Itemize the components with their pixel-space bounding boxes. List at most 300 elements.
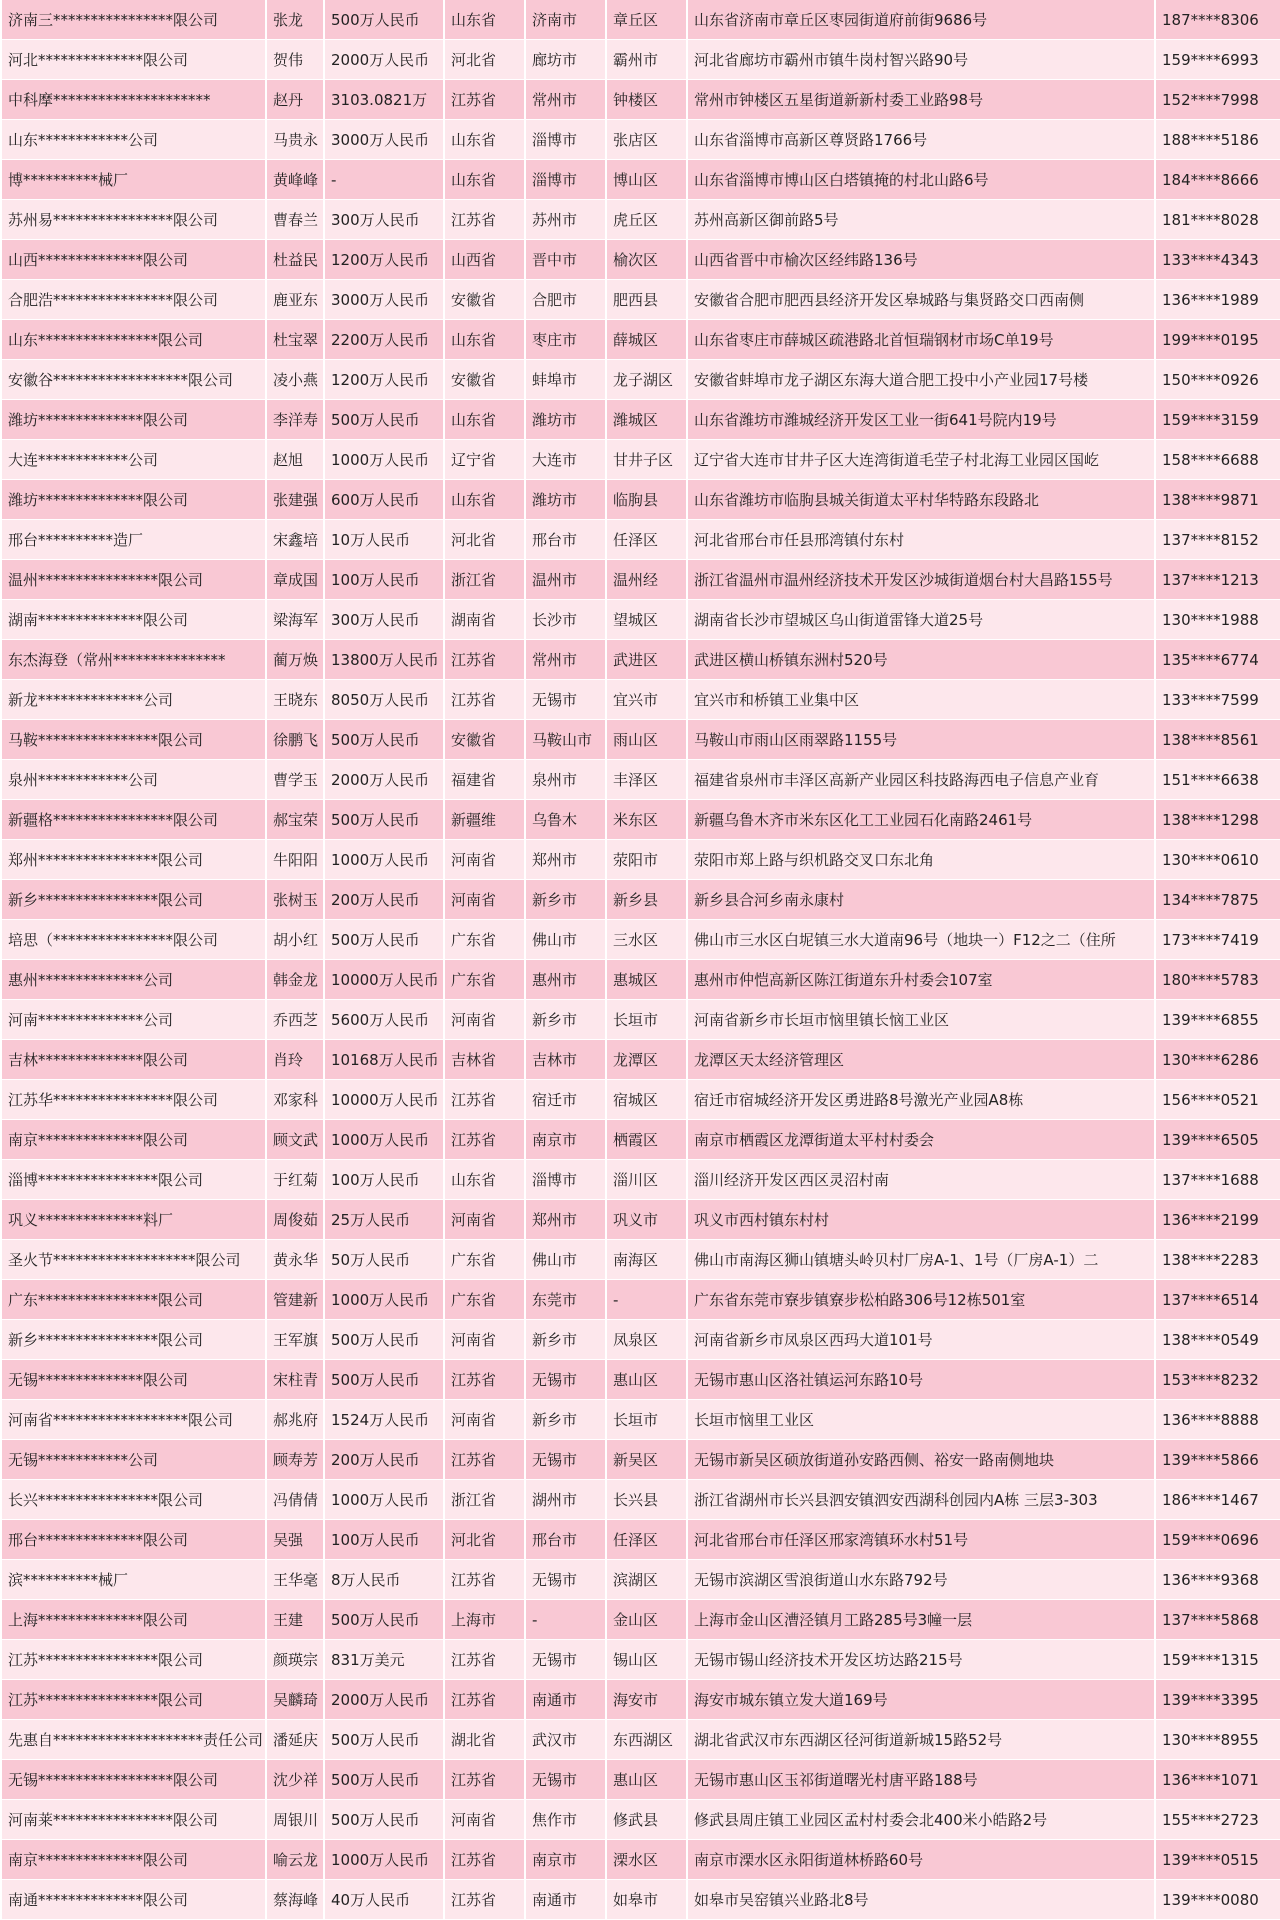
capital-cell: 1000万人民币 xyxy=(325,840,443,880)
company-name-cell: 江苏华****************限公司 xyxy=(2,1080,265,1120)
province-cell: 河北省 xyxy=(445,1520,524,1560)
phone-cell: 130****8955 xyxy=(1156,1720,1280,1760)
company-name-cell: 吉林**************限公司 xyxy=(2,1040,265,1080)
address-cell: 如皋市吴窑镇兴业路北8号 xyxy=(688,1880,1154,1920)
district-cell: 长垣市 xyxy=(607,1400,686,1440)
company-name-cell: 巩义**************料厂 xyxy=(2,1200,265,1240)
legal-rep-cell: 王晓东 xyxy=(267,680,323,720)
legal-rep-cell: 李洋寿 xyxy=(267,400,323,440)
table-row xyxy=(2,880,1280,920)
phone-cell: 180****5783 xyxy=(1156,960,1280,1000)
legal-rep-cell: 黄峰峰 xyxy=(267,160,323,200)
phone-cell: 137****5868 xyxy=(1156,1600,1280,1640)
table-row xyxy=(2,800,1280,840)
district-cell: 东西湖区 xyxy=(607,1720,686,1760)
company-name-cell: 河南省******************限公司 xyxy=(2,1400,265,1440)
company-name-cell: 东杰海登（常州*************** xyxy=(2,640,265,680)
company-name-cell: 博**********械厂 xyxy=(2,160,265,200)
district-cell: 凤泉区 xyxy=(607,1320,686,1360)
province-cell: 江苏省 xyxy=(445,1840,524,1880)
legal-rep-cell: 于红菊 xyxy=(267,1160,323,1200)
company-name-cell: 新疆格****************限公司 xyxy=(2,800,265,840)
address-cell: 山西省晋中市榆次区经纬路136号 xyxy=(688,240,1154,280)
district-cell: 虎丘区 xyxy=(607,200,686,240)
capital-cell: 2000万人民币 xyxy=(325,1680,443,1720)
phone-cell: 184****8666 xyxy=(1156,160,1280,200)
district-cell: 章丘区 xyxy=(607,0,686,40)
phone-cell: 186****1467 xyxy=(1156,1480,1280,1520)
company-name-cell: 无锡******************限公司 xyxy=(2,1760,265,1800)
district-cell: 惠城区 xyxy=(607,960,686,1000)
capital-cell: 40万人民币 xyxy=(325,1880,443,1920)
address-cell: 新乡县合河乡南永康村 xyxy=(688,880,1154,920)
city-cell: 泉州市 xyxy=(526,760,605,800)
capital-cell: 1200万人民币 xyxy=(325,360,443,400)
address-cell: 宿迁市宿城经济开发区勇进路8号激光产业园A8栋 xyxy=(688,1080,1154,1120)
province-cell: 广东省 xyxy=(445,960,524,1000)
address-cell: 山东省潍坊市临朐县城关街道太平村华特路东段路北 xyxy=(688,480,1154,520)
capital-cell: 3000万人民币 xyxy=(325,120,443,160)
city-cell: 南通市 xyxy=(526,1680,605,1720)
province-cell: 河南省 xyxy=(445,840,524,880)
province-cell: 吉林省 xyxy=(445,1040,524,1080)
capital-cell: 1000万人民币 xyxy=(325,440,443,480)
table-body xyxy=(2,0,1280,1920)
city-cell: 邢台市 xyxy=(526,1520,605,1560)
address-cell: 山东省淄博市高新区尊贤路1766号 xyxy=(688,120,1154,160)
table-row xyxy=(2,1000,1280,1040)
city-cell: 新乡市 xyxy=(526,880,605,920)
address-cell: 海安市城东镇立发大道169号 xyxy=(688,1680,1154,1720)
district-cell: 霸州市 xyxy=(607,40,686,80)
capital-cell: 500万人民币 xyxy=(325,920,443,960)
table-row xyxy=(2,1520,1280,1560)
city-cell: 常州市 xyxy=(526,80,605,120)
phone-cell: 139****5866 xyxy=(1156,1440,1280,1480)
company-name-cell: 无锡**************限公司 xyxy=(2,1360,265,1400)
city-cell: 济南市 xyxy=(526,0,605,40)
phone-cell: 133****4343 xyxy=(1156,240,1280,280)
legal-rep-cell: 王华毫 xyxy=(267,1560,323,1600)
province-cell: 辽宁省 xyxy=(445,440,524,480)
province-cell: 山东省 xyxy=(445,320,524,360)
table-row xyxy=(2,960,1280,1000)
legal-rep-cell: 韩金龙 xyxy=(267,960,323,1000)
district-cell: 长垣市 xyxy=(607,1000,686,1040)
city-cell: 武汉市 xyxy=(526,1720,605,1760)
district-cell: 栖霞区 xyxy=(607,1120,686,1160)
city-cell: 宿迁市 xyxy=(526,1080,605,1120)
province-cell: 浙江省 xyxy=(445,1480,524,1520)
capital-cell: 500万人民币 xyxy=(325,400,443,440)
address-cell: 马鞍山市雨山区雨翠路1155号 xyxy=(688,720,1154,760)
province-cell: 山西省 xyxy=(445,240,524,280)
address-cell: 上海市金山区漕泾镇月工路285号3幢一层 xyxy=(688,1600,1154,1640)
province-cell: 广东省 xyxy=(445,1240,524,1280)
district-cell: 惠山区 xyxy=(607,1760,686,1800)
city-cell: 新乡市 xyxy=(526,1000,605,1040)
company-name-cell: 湖南**************限公司 xyxy=(2,600,265,640)
province-cell: 山东省 xyxy=(445,1160,524,1200)
legal-rep-cell: 梁海军 xyxy=(267,600,323,640)
city-cell: 惠州市 xyxy=(526,960,605,1000)
city-cell: 郑州市 xyxy=(526,1200,605,1240)
phone-cell: 135****6774 xyxy=(1156,640,1280,680)
legal-rep-cell: 赵丹 xyxy=(267,80,323,120)
table-row xyxy=(2,1600,1280,1640)
district-cell: 肥西县 xyxy=(607,280,686,320)
province-cell: 安徽省 xyxy=(445,280,524,320)
district-cell: 龙潭区 xyxy=(607,1040,686,1080)
district-cell: 武进区 xyxy=(607,640,686,680)
phone-cell: 155****2723 xyxy=(1156,1800,1280,1840)
province-cell: 河南省 xyxy=(445,1320,524,1360)
address-cell: 河北省邢台市任县邢湾镇付东村 xyxy=(688,520,1154,560)
table-row xyxy=(2,520,1280,560)
address-cell: 南京市栖霞区龙潭街道太平村村委会 xyxy=(688,1120,1154,1160)
city-cell: 焦作市 xyxy=(526,1800,605,1840)
table-row xyxy=(2,920,1280,960)
address-cell: 浙江省湖州市长兴县泗安镇泗安西湖科创园内A栋 三层3-303 xyxy=(688,1480,1154,1520)
phone-cell: 136****1989 xyxy=(1156,280,1280,320)
city-cell: 潍坊市 xyxy=(526,400,605,440)
city-cell: 大连市 xyxy=(526,440,605,480)
capital-cell: 3000万人民币 xyxy=(325,280,443,320)
address-cell: 山东省潍坊市潍城经济开发区工业一街641号院内19号 xyxy=(688,400,1154,440)
city-cell: 常州市 xyxy=(526,640,605,680)
table-row xyxy=(2,1880,1280,1920)
district-cell: 望城区 xyxy=(607,600,686,640)
address-cell: 佛山市南海区狮山镇塘头岭贝村厂房A-1、1号（厂房A-1）二 xyxy=(688,1240,1154,1280)
legal-rep-cell: 肖玲 xyxy=(267,1040,323,1080)
table-row xyxy=(2,1720,1280,1760)
address-cell: 苏州高新区御前路5号 xyxy=(688,200,1154,240)
city-cell: 新乡市 xyxy=(526,1400,605,1440)
address-cell: 惠州市仲恺高新区陈江街道东升村委会107室 xyxy=(688,960,1154,1000)
company-name-cell: 马鞍****************限公司 xyxy=(2,720,265,760)
company-name-cell: 滨**********械厂 xyxy=(2,1560,265,1600)
address-cell: 龙潭区天太经济管理区 xyxy=(688,1040,1154,1080)
city-cell: 无锡市 xyxy=(526,1360,605,1400)
province-cell: 山东省 xyxy=(445,120,524,160)
province-cell: 河南省 xyxy=(445,880,524,920)
city-cell: 乌鲁木 xyxy=(526,800,605,840)
province-cell: 山东省 xyxy=(445,480,524,520)
phone-cell: 159****3159 xyxy=(1156,400,1280,440)
capital-cell: 10000万人民币 xyxy=(325,1080,443,1120)
province-cell: 新疆维 xyxy=(445,800,524,840)
address-cell: 广东省东莞市寮步镇寮步松柏路306号12栋501室 xyxy=(688,1280,1154,1320)
capital-cell: 500万人民币 xyxy=(325,720,443,760)
capital-cell: 13800万人民币 xyxy=(325,640,443,680)
address-cell: 淄川经济开发区西区灵沼村南 xyxy=(688,1160,1154,1200)
legal-rep-cell: 王建 xyxy=(267,1600,323,1640)
phone-cell: 188****5186 xyxy=(1156,120,1280,160)
province-cell: 江苏省 xyxy=(445,1080,524,1120)
province-cell: 江苏省 xyxy=(445,1680,524,1720)
district-cell: 溧水区 xyxy=(607,1840,686,1880)
company-name-cell: 淄博****************限公司 xyxy=(2,1160,265,1200)
capital-cell: 500万人民币 xyxy=(325,1800,443,1840)
phone-cell: 133****7599 xyxy=(1156,680,1280,720)
phone-cell: 181****8028 xyxy=(1156,200,1280,240)
address-cell: 河北省邢台市任泽区邢家湾镇环水村51号 xyxy=(688,1520,1154,1560)
district-cell: 博山区 xyxy=(607,160,686,200)
capital-cell: 1000万人民币 xyxy=(325,1280,443,1320)
province-cell: 河南省 xyxy=(445,1200,524,1240)
legal-rep-cell: 宋柱青 xyxy=(267,1360,323,1400)
table-row xyxy=(2,1640,1280,1680)
province-cell: 河北省 xyxy=(445,520,524,560)
capital-cell: 10000万人民币 xyxy=(325,960,443,1000)
city-cell: 南京市 xyxy=(526,1840,605,1880)
address-cell: 湖南省长沙市望城区乌山街道雷锋大道25号 xyxy=(688,600,1154,640)
district-cell: 新乡县 xyxy=(607,880,686,920)
capital-cell: 2200万人民币 xyxy=(325,320,443,360)
legal-rep-cell: 宋鑫培 xyxy=(267,520,323,560)
company-name-cell: 新龙**************公司 xyxy=(2,680,265,720)
company-name-cell: 上海**************限公司 xyxy=(2,1600,265,1640)
capital-cell: 2000万人民币 xyxy=(325,760,443,800)
company-name-cell: 大连************公司 xyxy=(2,440,265,480)
company-name-cell: 先惠自********************责任公司 xyxy=(2,1720,265,1760)
company-name-cell: 合肥浩****************限公司 xyxy=(2,280,265,320)
district-cell: 雨山区 xyxy=(607,720,686,760)
address-cell: 宜兴市和桥镇工业集中区 xyxy=(688,680,1154,720)
city-cell: 南京市 xyxy=(526,1120,605,1160)
capital-cell: 600万人民币 xyxy=(325,480,443,520)
capital-cell: 10168万人民币 xyxy=(325,1040,443,1080)
address-cell: 河南省新乡市凤泉区西玛大道101号 xyxy=(688,1320,1154,1360)
legal-rep-cell: 顾寿芳 xyxy=(267,1440,323,1480)
company-name-cell: 山东************公司 xyxy=(2,120,265,160)
table-row xyxy=(2,1040,1280,1080)
company-name-cell: 安徽谷******************限公司 xyxy=(2,360,265,400)
company-name-cell: 济南三****************限公司 xyxy=(2,0,265,40)
company-name-cell: 河南**************公司 xyxy=(2,1000,265,1040)
table-row xyxy=(2,560,1280,600)
district-cell: 任泽区 xyxy=(607,1520,686,1560)
city-cell: 苏州市 xyxy=(526,200,605,240)
city-cell: 吉林市 xyxy=(526,1040,605,1080)
phone-cell: 159****6993 xyxy=(1156,40,1280,80)
phone-cell: 150****0926 xyxy=(1156,360,1280,400)
address-cell: 巩义市西村镇东村村 xyxy=(688,1200,1154,1240)
address-cell: 福建省泉州市丰泽区高新产业园区科技路海西电子信息产业育 xyxy=(688,760,1154,800)
phone-cell: 137****8152 xyxy=(1156,520,1280,560)
province-cell: 福建省 xyxy=(445,760,524,800)
district-cell: 金山区 xyxy=(607,1600,686,1640)
phone-cell: 199****0195 xyxy=(1156,320,1280,360)
phone-cell: 153****8232 xyxy=(1156,1360,1280,1400)
province-cell: 山东省 xyxy=(445,0,524,40)
table-row xyxy=(2,1800,1280,1840)
district-cell: 荥阳市 xyxy=(607,840,686,880)
address-cell: 长垣市恼里工业区 xyxy=(688,1400,1154,1440)
capital-cell: 25万人民币 xyxy=(325,1200,443,1240)
company-name-cell: 南京**************限公司 xyxy=(2,1120,265,1160)
table-row xyxy=(2,1440,1280,1480)
table-row xyxy=(2,480,1280,520)
city-cell: - xyxy=(526,1600,605,1640)
table-row xyxy=(2,760,1280,800)
legal-rep-cell: 胡小红 xyxy=(267,920,323,960)
legal-rep-cell: 吴麟琦 xyxy=(267,1680,323,1720)
table-row xyxy=(2,600,1280,640)
city-cell: 邢台市 xyxy=(526,520,605,560)
table-row xyxy=(2,640,1280,680)
district-cell: 海安市 xyxy=(607,1680,686,1720)
address-cell: 山东省济南市章丘区枣园街道府前街9686号 xyxy=(688,0,1154,40)
phone-cell: 158****6688 xyxy=(1156,440,1280,480)
table-row xyxy=(2,80,1280,120)
address-cell: 武进区横山桥镇东洲村520号 xyxy=(688,640,1154,680)
table-row xyxy=(2,320,1280,360)
legal-rep-cell: 章成国 xyxy=(267,560,323,600)
legal-rep-cell: 王军旗 xyxy=(267,1320,323,1360)
city-cell: 郑州市 xyxy=(526,840,605,880)
capital-cell: 100万人民币 xyxy=(325,1520,443,1560)
district-cell: 三水区 xyxy=(607,920,686,960)
company-name-cell: 郑州****************限公司 xyxy=(2,840,265,880)
table-row xyxy=(2,360,1280,400)
district-cell: 钟楼区 xyxy=(607,80,686,120)
address-cell: 安徽省蚌埠市龙子湖区东海大道合肥工投中小产业园17号楼 xyxy=(688,360,1154,400)
phone-cell: 130****0610 xyxy=(1156,840,1280,880)
province-cell: 江苏省 xyxy=(445,1360,524,1400)
capital-cell: 1000万人民币 xyxy=(325,1120,443,1160)
phone-cell: 152****7998 xyxy=(1156,80,1280,120)
city-cell: 长沙市 xyxy=(526,600,605,640)
province-cell: 浙江省 xyxy=(445,560,524,600)
company-name-cell: 山西**************限公司 xyxy=(2,240,265,280)
capital-cell: 500万人民币 xyxy=(325,1320,443,1360)
city-cell: 佛山市 xyxy=(526,1240,605,1280)
company-name-cell: 潍坊**************限公司 xyxy=(2,400,265,440)
table-row xyxy=(2,1360,1280,1400)
province-cell: 湖南省 xyxy=(445,600,524,640)
capital-cell: 500万人民币 xyxy=(325,1720,443,1760)
city-cell: 马鞍山市 xyxy=(526,720,605,760)
province-cell: 广东省 xyxy=(445,1280,524,1320)
address-cell: 新疆乌鲁木齐市米东区化工工业园石化南路2461号 xyxy=(688,800,1154,840)
city-cell: 湖州市 xyxy=(526,1480,605,1520)
district-cell: 任泽区 xyxy=(607,520,686,560)
phone-cell: 159****0696 xyxy=(1156,1520,1280,1560)
city-cell: 廊坊市 xyxy=(526,40,605,80)
province-cell: 山东省 xyxy=(445,400,524,440)
table-row xyxy=(2,720,1280,760)
province-cell: 江苏省 xyxy=(445,640,524,680)
city-cell: 淄博市 xyxy=(526,120,605,160)
address-cell: 荥阳市郑上路与织机路交叉口东北角 xyxy=(688,840,1154,880)
phone-cell: 138****9871 xyxy=(1156,480,1280,520)
company-name-cell: 新乡****************限公司 xyxy=(2,880,265,920)
capital-cell: 5600万人民币 xyxy=(325,1000,443,1040)
city-cell: 佛山市 xyxy=(526,920,605,960)
company-name-cell: 江苏****************限公司 xyxy=(2,1640,265,1680)
capital-cell: 1000万人民币 xyxy=(325,1480,443,1520)
legal-rep-cell: 张龙 xyxy=(267,0,323,40)
district-cell: 临朐县 xyxy=(607,480,686,520)
phone-cell: 136****1071 xyxy=(1156,1760,1280,1800)
legal-rep-cell: 喻云龙 xyxy=(267,1840,323,1880)
district-cell: 长兴县 xyxy=(607,1480,686,1520)
phone-cell: 173****7419 xyxy=(1156,920,1280,960)
district-cell: 锡山区 xyxy=(607,1640,686,1680)
phone-cell: 138****2283 xyxy=(1156,1240,1280,1280)
table-row xyxy=(2,0,1280,40)
table-row xyxy=(2,280,1280,320)
address-cell: 山东省淄博市博山区白塔镇掩的村北山路6号 xyxy=(688,160,1154,200)
legal-rep-cell: 鹿亚东 xyxy=(267,280,323,320)
phone-cell: 139****0515 xyxy=(1156,1840,1280,1880)
table-row xyxy=(2,440,1280,480)
company-name-cell: 中科摩********************* xyxy=(2,80,265,120)
phone-cell: 151****6638 xyxy=(1156,760,1280,800)
table-row xyxy=(2,1200,1280,1240)
phone-cell: 130****6286 xyxy=(1156,1040,1280,1080)
capital-cell: 50万人民币 xyxy=(325,1240,443,1280)
company-name-cell: 惠州**************公司 xyxy=(2,960,265,1000)
table-row xyxy=(2,840,1280,880)
legal-rep-cell: 贺伟 xyxy=(267,40,323,80)
legal-rep-cell: 吴强 xyxy=(267,1520,323,1560)
capital-cell: 10万人民币 xyxy=(325,520,443,560)
table-row xyxy=(2,1280,1280,1320)
company-name-cell: 新乡****************限公司 xyxy=(2,1320,265,1360)
city-cell: 无锡市 xyxy=(526,1560,605,1600)
legal-rep-cell: 顾文武 xyxy=(267,1120,323,1160)
district-cell: 淄川区 xyxy=(607,1160,686,1200)
company-name-cell: 苏州易****************限公司 xyxy=(2,200,265,240)
address-cell: 无锡市锡山经济技术开发区坊达路215号 xyxy=(688,1640,1154,1680)
legal-rep-cell: 管建新 xyxy=(267,1280,323,1320)
phone-cell: 137****6514 xyxy=(1156,1280,1280,1320)
province-cell: 安徽省 xyxy=(445,720,524,760)
province-cell: 河北省 xyxy=(445,40,524,80)
legal-rep-cell: 徐鹏飞 xyxy=(267,720,323,760)
phone-cell: 138****8561 xyxy=(1156,720,1280,760)
company-name-cell: 广东****************限公司 xyxy=(2,1280,265,1320)
company-name-cell: 长兴****************限公司 xyxy=(2,1480,265,1520)
legal-rep-cell: 马贵永 xyxy=(267,120,323,160)
legal-rep-cell: 周俊茹 xyxy=(267,1200,323,1240)
table-row xyxy=(2,1160,1280,1200)
legal-rep-cell: 颜瑛宗 xyxy=(267,1640,323,1680)
province-cell: 河南省 xyxy=(445,1800,524,1840)
province-cell: 江苏省 xyxy=(445,1760,524,1800)
city-cell: 无锡市 xyxy=(526,1760,605,1800)
legal-rep-cell: 牛阳阳 xyxy=(267,840,323,880)
capital-cell: 300万人民币 xyxy=(325,600,443,640)
company-name-cell: 江苏****************限公司 xyxy=(2,1680,265,1720)
district-cell: 宿城区 xyxy=(607,1080,686,1120)
address-cell: 浙江省温州市温州经济技术开发区沙城街道烟台村大昌路155号 xyxy=(688,560,1154,600)
city-cell: 潍坊市 xyxy=(526,480,605,520)
legal-rep-cell: 张树玉 xyxy=(267,880,323,920)
city-cell: 晋中市 xyxy=(526,240,605,280)
district-cell: 滨湖区 xyxy=(607,1560,686,1600)
district-cell: 龙子湖区 xyxy=(607,360,686,400)
legal-rep-cell: 黄永华 xyxy=(267,1240,323,1280)
legal-rep-cell: 曹春兰 xyxy=(267,200,323,240)
capital-cell: 100万人民币 xyxy=(325,560,443,600)
phone-cell: 136****8888 xyxy=(1156,1400,1280,1440)
table-row xyxy=(2,1320,1280,1360)
table-row xyxy=(2,40,1280,80)
phone-cell: 138****1298 xyxy=(1156,800,1280,840)
